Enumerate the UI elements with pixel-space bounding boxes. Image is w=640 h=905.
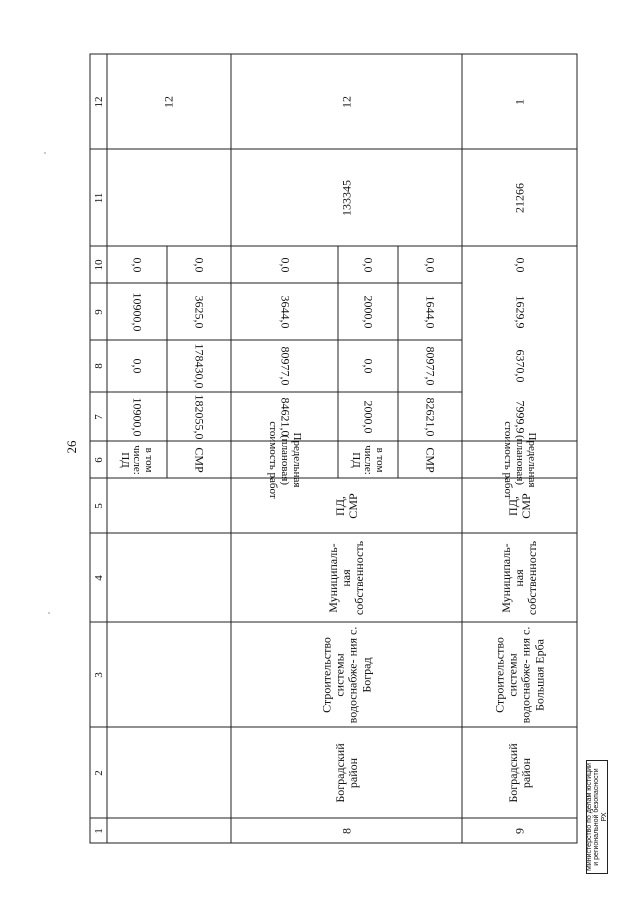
entry-district: Боградский район — [505, 742, 533, 803]
col-number-4: 4 — [92, 574, 105, 581]
cell-value: 0,0 — [423, 257, 438, 272]
col-number-6: 6 — [92, 456, 105, 463]
col-number-7: 7 — [92, 413, 105, 420]
sub-label-smr: СМР — [423, 446, 438, 473]
entry-object: Строительство системы водоснабже- ния с. Большая Ерба — [492, 626, 546, 723]
cell-value: 82621,0 — [423, 397, 438, 436]
entry-ownership: Муниципаль- ная собственность — [498, 540, 540, 615]
entry-number: 8 — [338, 827, 353, 834]
cell-value: 84621,0 — [278, 397, 293, 436]
cell-value: 6370,0 — [513, 349, 528, 383]
col-number-1: 1 — [92, 827, 105, 834]
col-number-2: 2 — [92, 769, 105, 776]
cell-value: 1629,9 — [513, 295, 528, 328]
cell-value: 0,0 — [192, 257, 207, 272]
entry-work-type: ПД, СМР — [332, 492, 360, 519]
entry-object: Строительство системы водоснабже- ния с. Боград — [319, 626, 373, 723]
col-number-11: 11 — [92, 192, 105, 203]
entry-district: Боградский район — [332, 742, 360, 803]
cell-value: 0,0 — [130, 358, 145, 374]
entry-number: 9 — [511, 827, 526, 834]
cell-value: 3644,0 — [278, 295, 293, 328]
cell-value: 0,0 — [361, 257, 376, 272]
page-number: 26 — [64, 440, 79, 454]
scan-speck — [44, 152, 46, 154]
cell-col12: 12 — [161, 95, 176, 108]
cell-col11: 133345 — [338, 179, 353, 216]
cell-value: 7999,9 — [513, 400, 528, 433]
cell-value: 1644,0 — [423, 295, 438, 328]
cell-value: 2000,0 — [361, 295, 376, 328]
cell-value: 0,0 — [278, 257, 293, 272]
cell-value: 3625,0 — [192, 295, 207, 328]
sub-label-incl-pd: в том числе: ПД — [349, 444, 387, 475]
cell-value: 80977,0 — [423, 346, 438, 386]
cell-col11: 21266 — [511, 182, 526, 213]
scan-speck — [48, 612, 50, 614]
cell-col12: 1 — [511, 98, 526, 105]
cell-value: 2000,0 — [361, 400, 376, 433]
cell-value: 10900,0 — [130, 292, 145, 331]
col-number-5: 5 — [92, 502, 105, 509]
sub-label-incl-pd: в том числе: ПД — [118, 444, 156, 475]
sub-label-smr: СМР — [192, 446, 207, 473]
sub-label-limit-cost: Предельная (плановая) стоимость работ — [501, 420, 538, 499]
cell-value: 0,0 — [361, 358, 376, 374]
col-number-8: 8 — [92, 363, 105, 369]
cell-value: 182055,0 — [192, 394, 207, 439]
sub-label-limit-cost: Предельная (плановая) стоимость работ — [266, 420, 303, 499]
ministry-stamp: Министерство по делам юстиции и региональной безопасности РХ — [586, 760, 608, 874]
cell-value: 80977,0 — [278, 346, 293, 386]
col-number-10: 10 — [92, 259, 105, 270]
cell-value: 0,0 — [513, 257, 528, 272]
col-number-9: 9 — [92, 308, 105, 315]
cell-col12: 12 — [338, 95, 353, 108]
cell-col11 — [107, 149, 231, 246]
cell-value: 178430,0 — [192, 343, 207, 389]
col-number-12: 12 — [92, 96, 105, 107]
cell-value: 0,0 — [130, 257, 145, 272]
entry-ownership: Муниципаль- ная собственность — [325, 540, 367, 615]
entry-work-type: ПД, СМР — [505, 492, 533, 519]
col-number-3: 3 — [92, 671, 105, 678]
cell-value: 10900,0 — [130, 397, 145, 436]
